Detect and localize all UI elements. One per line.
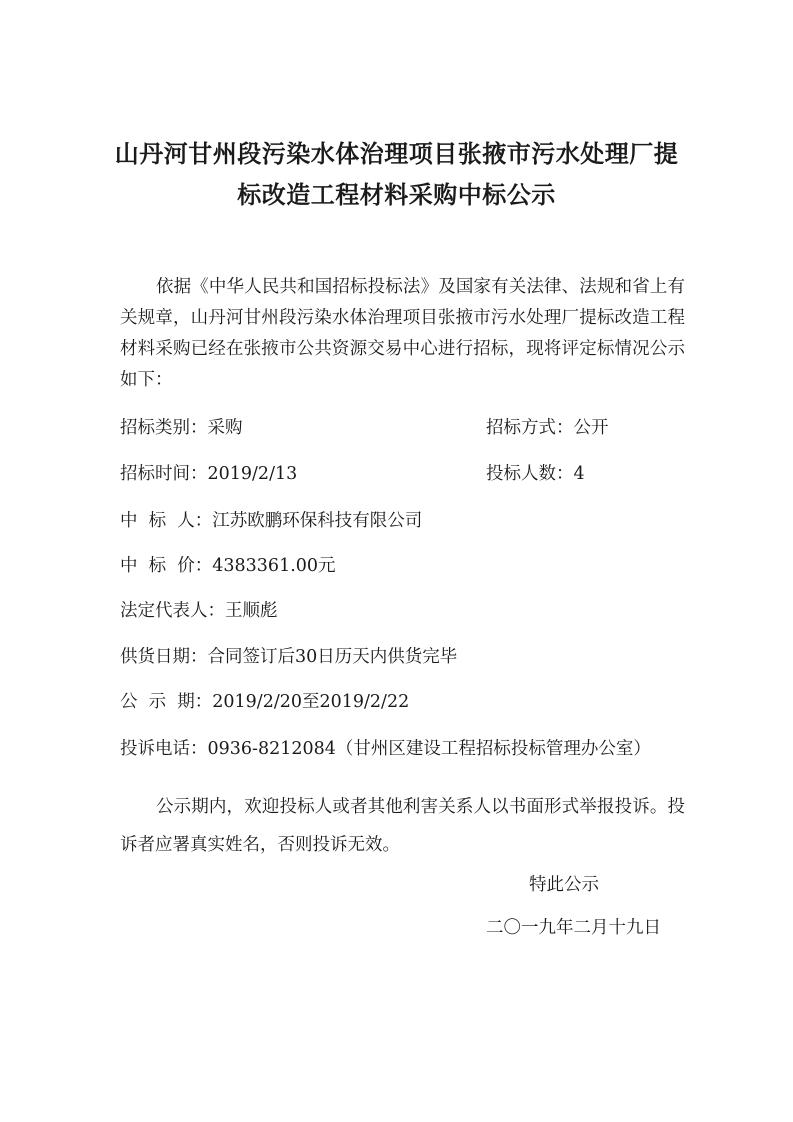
field-bidder-count [486,462,585,486]
sign-off: 特此公示 [529,875,599,895]
field-winner [120,509,422,533]
field-complaint-phone-value: 0936-8212084（甘州区建设工程招标投标管理办公室） [207,739,651,759]
field-supply-date [120,645,457,669]
notice-paragraph: 公示期内，欢迎投标人或者其他利害关系人以书面形式举报投诉。投诉者应署真实姓名，否则投诉无效。 [120,797,685,855]
field-publicity-period-value: 2019/2/20至2019/2/22 [212,692,410,712]
field-legal-representative [120,599,278,623]
field-winner-label: 中 标 人： [120,511,213,531]
field-bidder-count-label: 投标人数： [486,464,574,484]
field-bidder-count-value: 4 [573,464,585,484]
field-bid-time-value: 2019/2/13 [207,464,298,484]
field-winning-price-value: 4383361.00元 [212,556,336,576]
field-bid-type [120,416,243,440]
field-legal-representative-label: 法定代表人： [120,601,225,621]
document-date: 二〇一九年二月十九日 [486,918,661,938]
field-complaint-phone [120,737,651,761]
field-complaint-phone-label: 投诉电话： [120,739,208,759]
field-publicity-period-label: 公 示 期： [120,692,213,712]
field-supply-date-label: 供货日期： [120,647,208,667]
field-winning-price [120,554,336,578]
field-winning-price-label: 中 标 价： [120,556,213,576]
field-publicity-period [120,690,409,714]
document-title-line-1: 山丹河甘州段污染水体治理项目张掖市污水处理厂提 [114,140,679,168]
field-bid-type-value: 采购 [207,418,243,438]
field-legal-representative-value: 王顺彪 [225,601,278,621]
field-bid-mode [486,416,609,440]
document-title-line-2: 标改造工程材料采购中标公示 [237,181,556,209]
field-bid-mode-value: 公开 [573,418,609,438]
field-bid-mode-label: 招标方式： [486,418,574,438]
field-bid-time-label: 招标时间： [120,464,208,484]
field-bid-type-label: 招标类别： [120,418,208,438]
intro-paragraph: 依据《中华人民共和国招标投标法》及国家有关法律、法规和省上有关规章，山丹河甘州段污染水体治理项目张掖市污水处理厂提标改造工程材料采购已经在张掖市公共资源交易中心进行招标，现将评定标情况公示如下： [120,277,685,390]
field-supply-date-value: 合同签订后30日历天内供货完毕 [207,647,458,667]
field-bid-time [120,462,297,486]
field-winner-value: 江苏欧鹏环保科技有限公司 [212,511,423,531]
